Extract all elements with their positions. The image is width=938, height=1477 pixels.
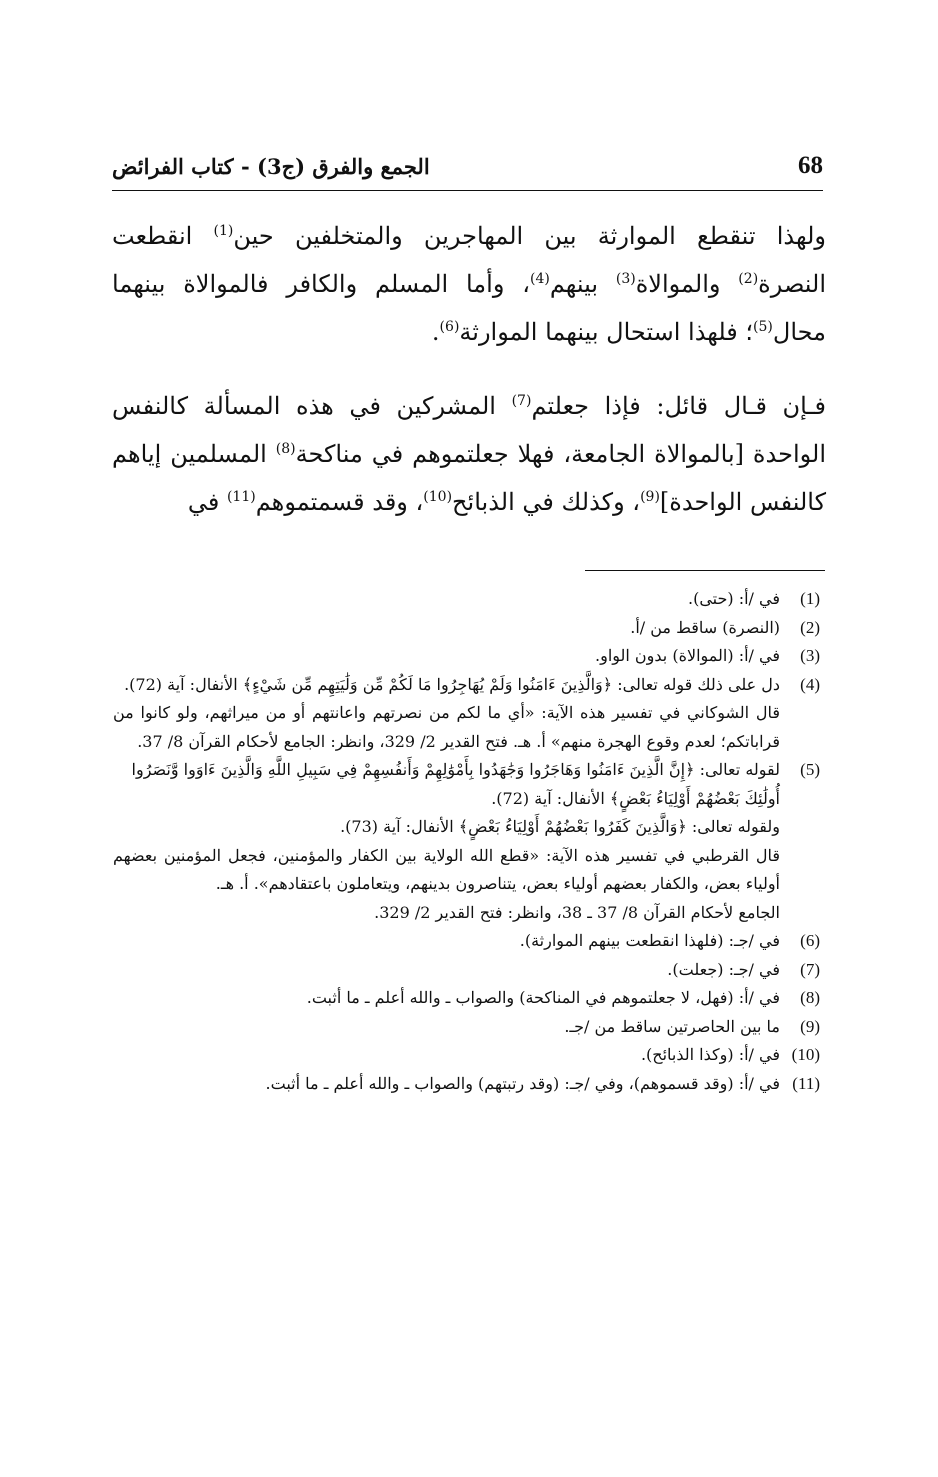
footnote-4-continuation: قال الشوكاني في تفسير هذه الآية: «أي ما لكم من نصرتهم واعانتهم أو من ميراثهم، ولو كانوا من قراباتكم؛ لعدم وقوع الهجرة منهم» أ. هـ. فتح القدير 2/ 329، وانظر: الجامع لأحكام القرآن 8/ 37. xyxy=(113,703,780,751)
footnote-ref-10: (10) xyxy=(423,489,453,505)
footnote-text: دل على ذلك قوله تعالى: ﴿وَالَّذِينَ ءَامَنُوا وَلَمْ يُهَاجِرُوا مَا لَكُمْ مِّن وَلَٰيَتِهِم مِّن شَيْءٍ﴾ الأنفال: آية (72). xyxy=(124,674,780,694)
footnote-text: في /أ: (وكذا الذبائح). xyxy=(640,1045,780,1064)
text-segment: في xyxy=(187,488,227,516)
text-segment: المشركين في هذه المسألة كالنفس الواحدة [بالموالاة الجامعة، فهلا جعلتموهم في مناكحة xyxy=(112,392,826,468)
footnote-text: في /جـ: (جعلت). xyxy=(667,959,780,979)
text-segment: بينهم xyxy=(549,270,616,298)
footnote-text: في /أ: (وقد قسموهم)، وفي /جـ: (وقد رتبتهم) والصواب ـ والله أعلم ـ ما أثبت. xyxy=(265,1073,780,1093)
footnote-3 xyxy=(113,642,826,671)
footnote-text: في /أ: (الموالاة) بدون الواو. xyxy=(595,646,780,665)
footnote-number: (11) xyxy=(792,1073,820,1093)
footnote-number: (9) xyxy=(800,1016,820,1036)
footnote-5 xyxy=(113,756,826,813)
footnote-text: لقوله تعالى: ﴿إِنَّ الَّذِينَ ءَامَنُوا وَهَاجَرُوا وَجَٰهَدُوا بِأَمْوَٰلِهِمْ وَأَنفُسِهِمْ فِي سَبِيلِ اللَّهِ وَالَّذِينَ ءَاوَوا وَّنَصَرُوا أُولَٰئِكَ بَعْضُهُمْ أَوْلِيَاءُ بَعْضٍ﴾ الأنفال: آية (72). xyxy=(131,760,780,808)
footnote-ref-7: (7) xyxy=(511,393,532,409)
footnote-ref-1: (1) xyxy=(213,223,234,239)
footnote-2 xyxy=(113,614,826,643)
text-segment: ؛ فلهذا استحال بينهما الموارثة xyxy=(459,318,754,346)
footnote-number: (8) xyxy=(800,988,820,1007)
footnote-4 xyxy=(113,671,826,700)
footnote-number: (2) xyxy=(800,617,820,637)
footnote-ref-9: (9) xyxy=(640,489,660,505)
footnote-11 xyxy=(113,1070,826,1099)
footnote-ref-2: (2) xyxy=(738,271,759,287)
footnote-text: في /أ: (فهل، لا جعلتموهم في المناكحة) والصواب ـ والله أعلم ـ ما أثبت. xyxy=(306,988,780,1007)
page-header xyxy=(112,150,823,191)
running-title: الجمع والفرق (ج3) - كتاب الفرائض xyxy=(112,154,430,179)
footnote-number: (3) xyxy=(800,646,820,665)
text-segment: المسلمين إياهم كالنفس الواحدة] xyxy=(112,440,826,516)
text-segment: . xyxy=(431,318,440,346)
footnote-8 xyxy=(113,984,826,1013)
footnote-5-continuation: قال القرطبي في تفسير هذه الآية: «قطع الله الولاية بين الكفار والمؤمنين، فجعل المؤمنين بعضهم أولياء بعض، والكفار بعضهم أولياء بعض، يتناصرون بدينهم، ويتعاملون باعتقادهم». أ. هـ. xyxy=(113,845,780,893)
footnote-ref-5: (5) xyxy=(753,319,773,335)
footnote-number: (5) xyxy=(800,760,820,779)
footnote-7 xyxy=(113,956,826,985)
page-number: 68 xyxy=(798,152,823,179)
footnote-9 xyxy=(113,1013,826,1042)
footnote-text: في /أ: (حتى). xyxy=(687,589,780,608)
footnote-5-continuation: الجامع لأحكام القرآن 8/ 37 ـ 38، وانظر: فتح القدير 2/ 329. xyxy=(374,902,780,922)
footnote-ref-4: (4) xyxy=(529,271,550,287)
footnote-5-continuation: ولقوله تعالى: ﴿وَالَّذِينَ كَفَرُوا بَعْضُهُمْ أَوْلِيَاءُ بَعْضٍ﴾ الأنفال: آية (73). xyxy=(340,817,780,836)
footnote-text: ما بين الحاصرتين ساقط من /جـ. xyxy=(564,1016,780,1036)
main-text xyxy=(112,212,826,552)
text-segment: والموالاة xyxy=(635,270,739,298)
footnote-number: (4) xyxy=(800,674,820,694)
text-segment: انقطعت النصرة xyxy=(112,222,827,298)
text-segment: ، وكذلك في الذبائح xyxy=(452,488,641,516)
footnote-separator xyxy=(585,570,825,571)
footnote-10 xyxy=(113,1041,826,1070)
footnote-ref-11: (11) xyxy=(226,489,256,505)
footnote-number: (1) xyxy=(800,589,820,608)
footnote-number: (6) xyxy=(800,931,820,950)
text-segment: فـإن قـال قائل: فإذا جعلتم xyxy=(531,392,826,420)
footnote-ref-8: (8) xyxy=(275,441,296,457)
paragraph-1 xyxy=(112,212,826,356)
footnote-ref-6: (6) xyxy=(439,319,460,335)
footnotes xyxy=(113,585,826,1098)
paragraph-2 xyxy=(112,382,826,526)
text-segment: ، وأما المسلم والكافر فالموالاة بينهما محال xyxy=(112,270,826,346)
footnote-number: (7) xyxy=(800,959,820,979)
footnote-text: (النصرة) ساقط من /أ. xyxy=(630,617,780,637)
text-segment: ، وقد قسمتموهم xyxy=(255,488,424,516)
footnote-number: (10) xyxy=(791,1045,820,1064)
footnote-ref-3: (3) xyxy=(615,271,636,287)
text-segment: ولهذا تنقطع الموارثة بين المهاجرين والمتخلفين حين xyxy=(233,222,826,250)
footnote-1 xyxy=(113,585,826,614)
footnote-6 xyxy=(113,927,826,956)
footnote-text: في /جـ: (فلهذا انقطعت بينهم الموارثة). xyxy=(519,931,780,950)
